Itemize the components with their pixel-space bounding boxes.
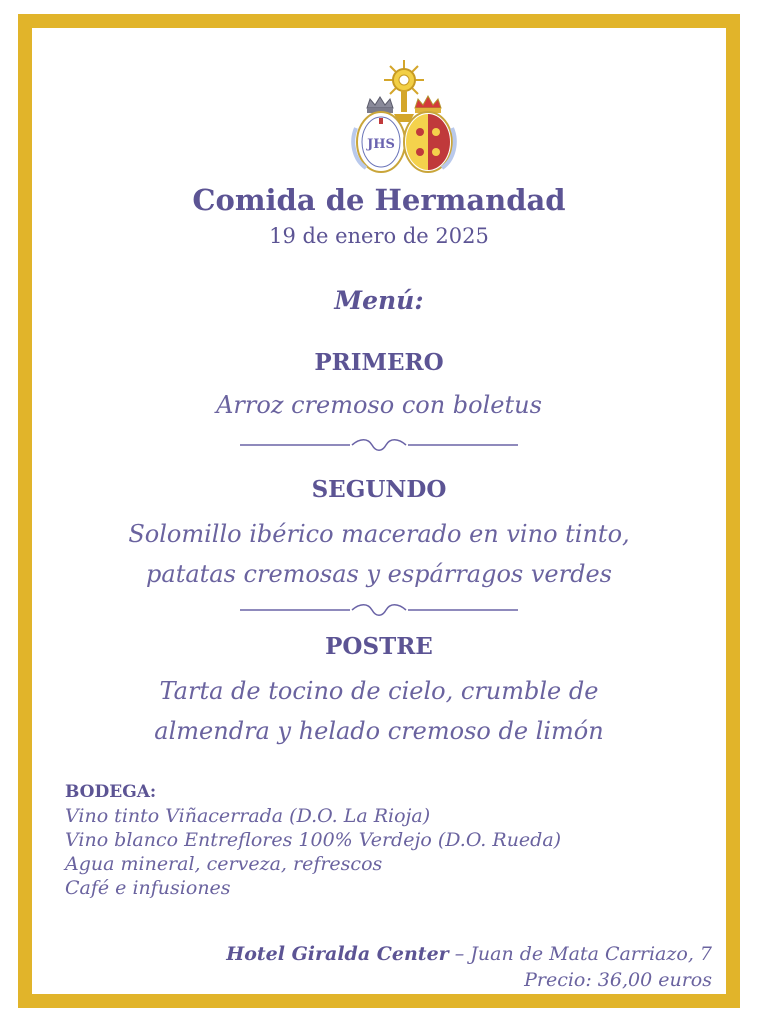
menu-heading: Menú:	[334, 286, 424, 315]
event-date: 19 de enero de 2025	[269, 224, 489, 248]
dish-line: Arroz cremoso con boletus	[216, 391, 542, 419]
dish-line: patatas cremosas y espárragos verdes	[146, 560, 612, 588]
bodega-item: Vino tinto Viñacerrada (D.O. La Rioja)	[65, 805, 431, 827]
course-dish-primero	[32, 385, 726, 425]
bodega-title: BODEGA:	[65, 782, 157, 802]
course-heading-primero: PRIMERO	[314, 349, 444, 376]
ornamental-divider	[240, 601, 518, 619]
brotherhood-coat-of-arms-icon	[344, 52, 464, 178]
venue-footer	[92, 941, 712, 993]
course-heading-segundo: SEGUNDO	[311, 476, 447, 503]
venue-address: – Juan de Mata Carriazo, 7	[454, 943, 712, 965]
bodega-item: Agua mineral, cerveza, refrescos	[65, 853, 383, 875]
event-title: Comida de Hermandad	[192, 183, 566, 217]
course-dish-segundo	[32, 514, 726, 594]
emblem-monogram: JHS	[367, 137, 395, 152]
dish-line: Tarta de tocino de cielo, crumble de	[159, 677, 599, 705]
venue-name: Hotel Giralda Center	[226, 943, 449, 965]
venue-line	[92, 941, 712, 967]
dish-line: almendra y helado cremoso de limón	[154, 717, 604, 745]
bodega-item: Vino blanco Entreflores 100% Verdejo (D.O. Rueda)	[65, 829, 562, 851]
bodega-item: Café e infusiones	[65, 877, 231, 899]
course-dish-postre	[32, 671, 726, 751]
menu-card	[18, 14, 740, 1008]
price: Precio: 36,00 euros	[524, 969, 712, 991]
ornamental-divider	[240, 436, 518, 454]
dish-line: Solomillo ibérico macerado en vino tinto,	[128, 520, 630, 548]
course-heading-postre: POSTRE	[325, 633, 433, 660]
bodega-section	[65, 780, 705, 900]
